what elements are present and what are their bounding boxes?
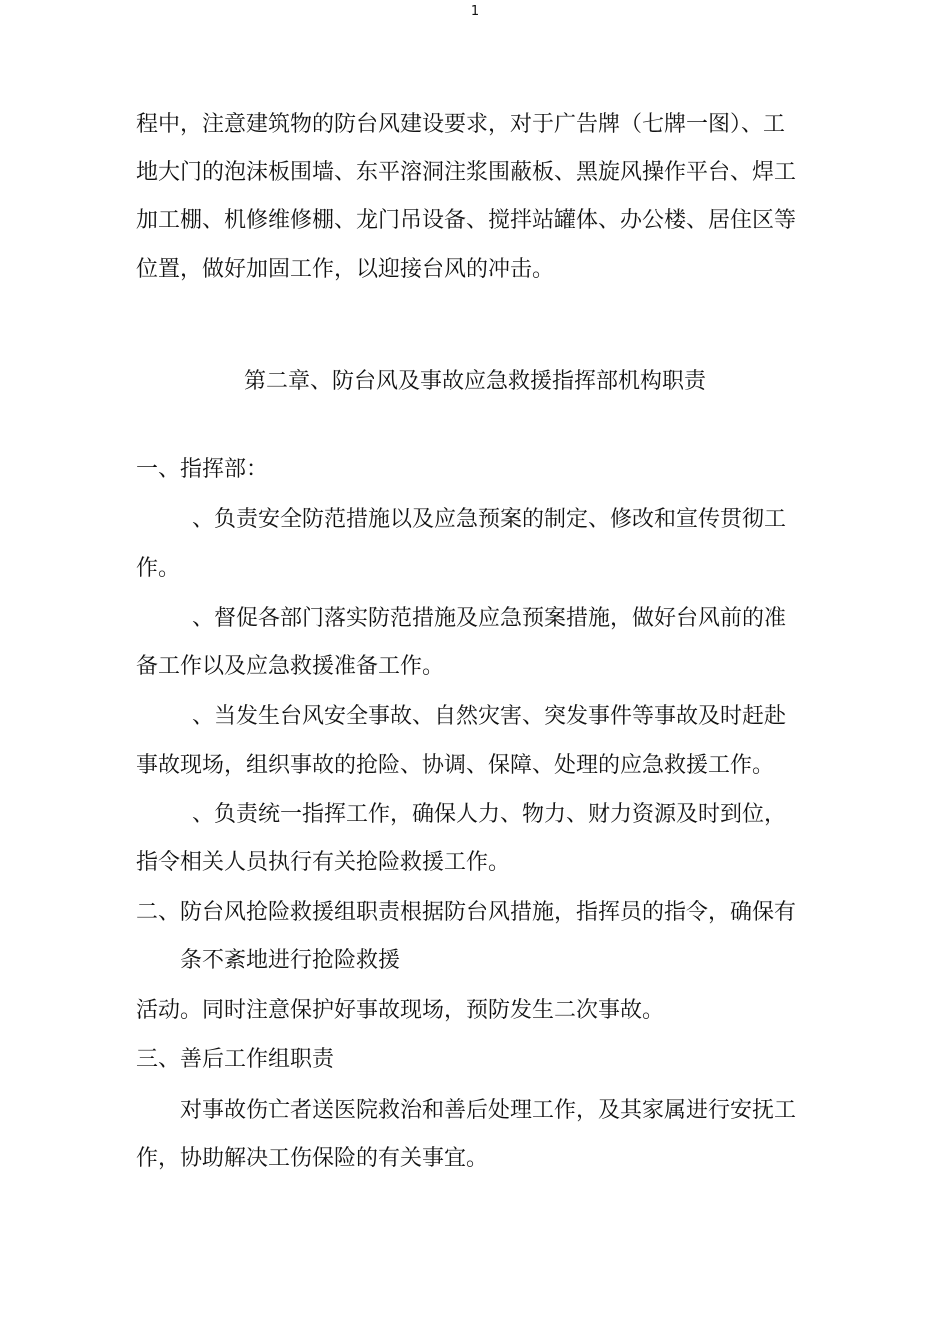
text-line: 指令相关人员执行有关抢险救援工作。 [136,850,511,875]
text-line: 程中，注意建筑物的防台风建设要求，对于广告牌（七牌一图）、工 [136,112,786,137]
text-line: 备工作以及应急救援准备工作。 [136,654,445,679]
text-line: 对事故伤亡者送医院救治和善后处理工作，及其家属进行安抚工 [180,1098,797,1123]
text-line: 、当发生台风安全事故、自然灾害、突发事件等事故及时赶赴 [192,704,787,729]
page-number: 1 [470,4,480,19]
section-heading: 一、指挥部： [136,457,269,482]
text-line: 地大门的泡沫板围墙、东平溶洞注浆围蔽板、黑旋风操作平台、焊工 [136,160,797,185]
text-line: 作，协助解决工伤保险的有关事宜。 [136,1146,489,1171]
text-line: 位置，做好加固工作，以迎接台风的冲击。 [136,257,555,282]
text-line: 二、防台风抢险救援组职责根据防台风措施，指挥员的指令，确保有 [136,900,797,925]
text-line: 加工棚、机修维修棚、龙门吊设备、搅拌站罐体、办公楼、居住区等 [136,208,797,233]
chapter-title: 第二章、防台风及事故应急救援指挥部机构职责 [243,369,706,394]
section-heading: 三、善后工作组职责 [136,1047,335,1072]
text-line: 作。 [136,556,181,581]
text-line: 事故现场，组织事故的抢险、协调、保障、处理的应急救援工作。 [136,753,775,778]
text-line: 、负责安全防范措施以及应急预案的制定、修改和宣传贯彻工 [192,507,787,532]
text-line: 活动。同时注意保护好事故现场，预防发生二次事故。 [136,998,665,1023]
text-line: 条不紊地进行抢险救援 [180,948,401,973]
text-line: 、负责统一指挥工作，确保人力、物力、财力资源及时到位， [192,802,787,827]
text-line: 、督促各部门落实防范措施及应急预案措施，做好台风前的准 [192,606,787,631]
